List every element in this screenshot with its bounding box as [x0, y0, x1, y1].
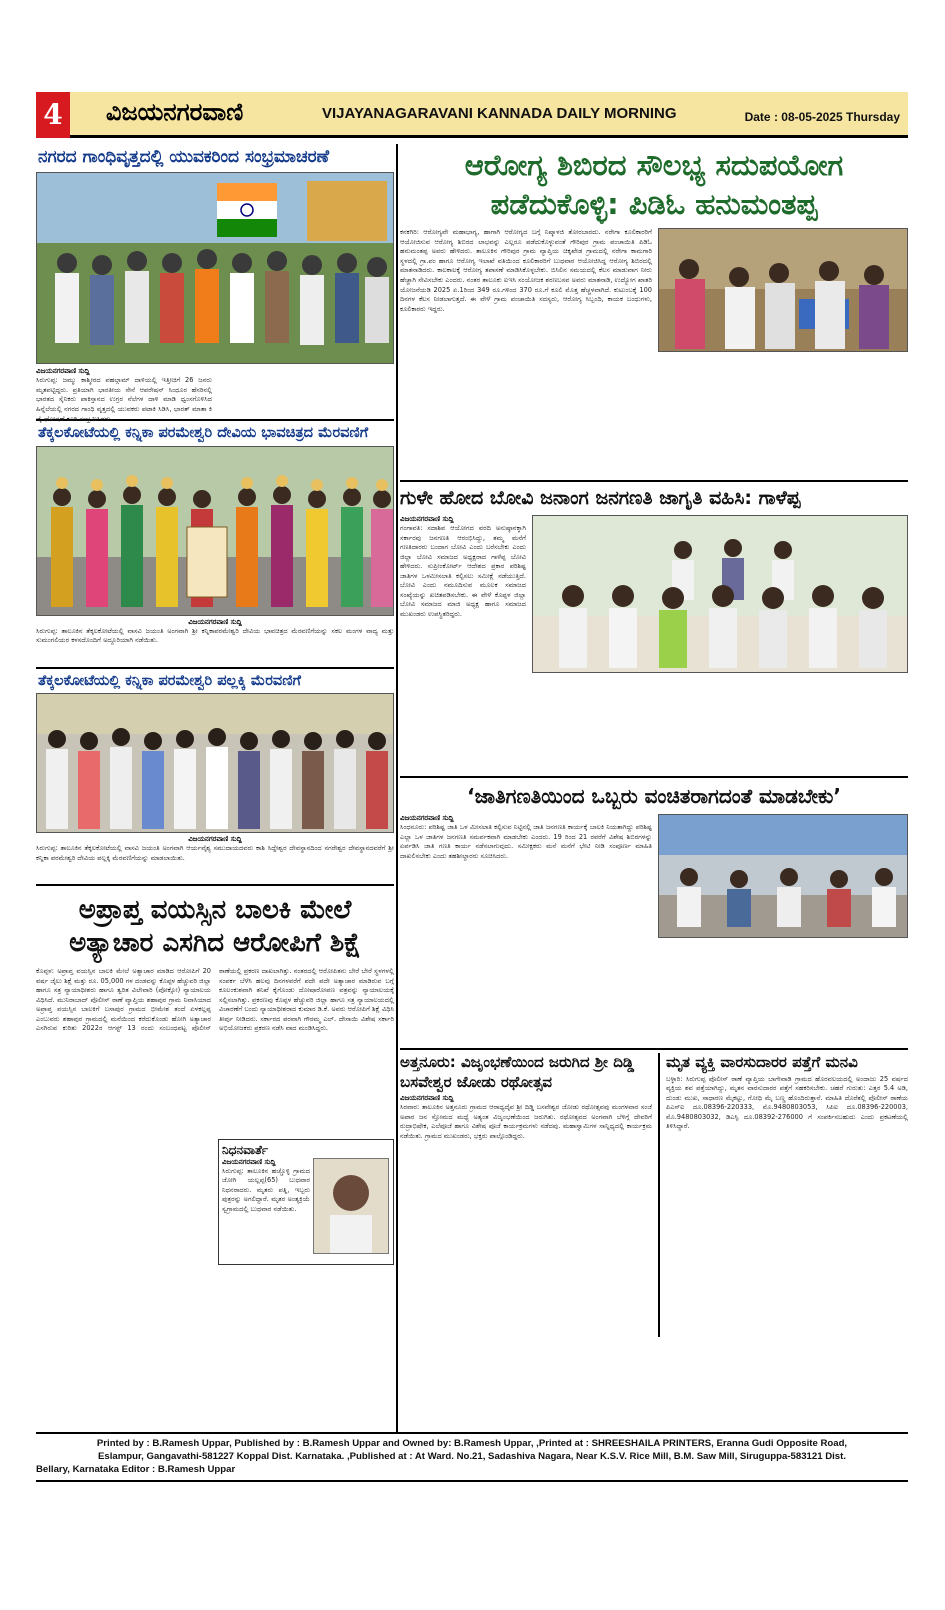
article-1-body-col2 — [218, 367, 394, 415]
article-4-body: ಕೊಪ್ಪಳ: ಅಪ್ರಾಪ್ತ ವಯಸ್ಸಿನ ಬಾಲಕಿ ಮೇಲೆ ಅತ್ಯಾಚಾರ ಮಾಡಿದ ಆರೋಪಿಗೆ 20 ವರ್ಷ ಜೈಲು ಶಿಕ್ಷೆ ಮತ್ತು ರೂ. 05,000 ಗಳ ದಂಡವನ್ನು ಕೊಪ್ಪಳ ಹೆಚ್ಚುವರಿ ಜಿಲ್ಲಾ ಹಾಗೂ ಸತ್ರ ನ್ಯಾಯಾಧೀಶರು ಹಾಗೂ ತ್ವರಿತ ವಿಲೇವಾರಿ (ಪೋಕ್ಸೋ) ನ್ಯಾಯಾಲಯ ವಿಧಿಸಿದೆ. ಮುನಿರಾಬಾದ್ ಪೊಲೀಸ್ ಠಾಣೆ ವ್ಯಾಪ್ತಿಯ ಶಹಾಪುರ ಗ್ರಾಮ ನಿವಾಸಿಯಾದ ಅಪ್ರಾಪ್ತ ವಯಸ್ಸಿನ ಬಾಲಕಿಗೆ ಬಸಾಪುರ ಗ್ರಾಮದ ಭೀಮೇಶ ತಂದೆ ಏಳಕಲ್ಲಪ್ಪ ಎಂಬುವರು ಶಹಾಪುರ ಗ್ರಾಮದಲ್ಲಿ ಮನೆಯಿಂದ ಕರೆದುಕೊಂಡು ಹೋಗಿ ಅತ್ಯಾಚಾರ ಎಸಗಿರುವ ಕುರಿತು 2022ರ ಆಗಸ್ಟ್ 13 ರಂದು ಸಂಬಂಧಪಟ್ಟ ಪೊಲೀಸ್ ಠಾಣೆಯಲ್ಲಿ ಪ್ರಕರಣ ದಾಖಲಾಗಿತ್ತು. ನಂತರದಲ್ಲಿ ಆರೋಪಿತನು ಬೇರೆ ಬೇರೆ ಸ್ಥಳಗಳಲ್ಲಿ ಸಂಪರ್ಕ ಬೆಳೆಸಿ ಹಲವು ದಿನಗಳವರೆಗೆ ಪದೇ ಪದೇ ಅತ್ಯಾಚಾರ ಮಾಡಿರುವ ಬಗ್ಗೆ ಕೂಲಂಕುಶವಾಗಿ ತನಿಖೆ ಕೈಗೊಂಡು ದೋಷಾರೋಪಣ ಪತ್ರವನ್ನು ನ್ಯಾಯಾಲಯಕ್ಕೆ ಸಲ್ಲಿಸಲಾಗಿತ್ತು. ಪ್ರಕರಣವು ಕೊಪ್ಪಳ ಹೆಚ್ಚುವರಿ ಜಿಲ್ಲಾ ಹಾಗೂ ಸತ್ರ ನ್ಯಾಯಾಲಯದಲ್ಲಿ ವಿಚಾರಣೆಗೆ ಬಂದು ನ್ಯಾಯಾಧೀಶರಾದ ಕುಮಾರ ಡಿ.ಕೆ. ಅವರು ಆರೋಪಿಗೆ ಶಿಕ್ಷೆ ವಿಧಿಸಿ ತೀರ್ಪು ನೀಡಿದರು. ಸರ್ಕಾರದ ಪರವಾಗಿ ಗೌರಮ್ಮ ಎಲ್. ದೇಸಾಯಿ ವಿಶೇಷ ಸರ್ಕಾರಿ ಅಭಿಯೋಜಕರು ಪ್ರಕರಣ ನಡೆಸಿ ವಾದ ಮಂಡಿಸಿದ್ದರು. — [36, 967, 394, 1033]
article-1-byline: ವಿಜಯನಗರವಾಣಿ ಸುದ್ದಿ — [36, 367, 90, 376]
article-e-body: ಬಳ್ಳಾರಿ: ಸಿರುಗುಪ್ಪ ಪೊಲೀಸ್ ಠಾಣೆ ವ್ಯಾಪ್ತಿಯ ಬಾಗೇವಾಡಿ ಗ್ರಾಮದ ಹೊರವಲಯದಲ್ಲಿ ಅಂದಾಜು 25 ವರ್ಷದ ವ್ಯಕ್ತಿಯ ಶವ ಪತ್ತೆಯಾಗಿದ್ದು, ಮೃತನ ವಾರಸುದಾರರ ಪತ್ತೆಗೆ ಸಹಕರಿಸಬೇಕು. ಚಹರೆ ಗುರುತು: ಎತ್ತರ 5.4 ಅಡಿ, ದುಂಡು ಮುಖ, ಸಾಧಾರಣ ಮೈಕಟ್ಟು, ಗೋಧಿ ಮೈ ಬಣ್ಣ ಹೊಂದಿರುತ್ತಾನೆ. ಮಾಹಿತಿ ದೊರೆತಲ್ಲಿ ಪೊಲೀಸ್ ಠಾಣೆಯ ಪಿಎಸ್ಐ ದೂ.08396-220333, ಮೊ.9480803053, ಸಿಪಿಐ ದೂ.08396-220003, ಮೊ.9480803032, ಡಿಎಸ್ಪಿ ದೂ.08392-276000 ಗೆ ಸಂಪರ್ಕಿಸಬಹುದು ಎಂದು ಪ್ರಕಟಣೆಯಲ್ಲಿ ತಿಳಿಸಿದ್ದಾರೆ. — [666, 1074, 908, 1131]
article-4-headline: ಅಪ್ರಾಪ್ತ ವಯಸ್ಸಿನ ಬಾಲಕಿ ಮೇಲೆ ಅತ್ಯಾಚಾರ ಎಸಗಿದ ಆರೋಪಿಗೆ ಶಿಕ್ಷೆ — [69, 895, 361, 958]
imprint-line-1: Printed by : B.Ramesh Uppar, Published by : B.Ramesh Uppar and Owned by: B.Ramesh Uppar, ,Printed at : SHREESHAILA PRINTERS, Eranna Gudi Opposite Road, — [96, 1438, 848, 1449]
article-1-headline: ನಗರದ ಗಾಂಧಿವೃತ್ತದಲ್ಲಿ ಯುವಕರಿಂದ ಸಂಭ್ರಮಾಚರಣೆ — [38, 147, 330, 167]
page-number: 4 — [36, 92, 70, 138]
footer-rule — [36, 1480, 908, 1482]
article-2-byline: ವಿಜಯನಗರವಾಣಿ ಸುದ್ದಿ — [188, 617, 242, 626]
article-c-photo — [658, 814, 908, 938]
lead-headline: ಆರೋಗ್ಯ ಶಿಬಿರದ ಸೌಲಭ್ಯ ಸದುಪಯೋಗ ಪಡೆದುಕೊಳ್ಳಿ: ಪಿಡಿಓ ಹನುಮಂತಪ್ಪ — [464, 148, 844, 222]
article-c-body-col2 — [658, 941, 908, 1039]
article-c-headline: ‘ಜಾತಿಗಣತಿಯಿಂದ ಒಬ್ಬರು ವಂಚಿತರಾಗದಂತೆ ಮಾಡಬೇಕು’ — [466, 784, 842, 809]
imprint-line-2: Eslampur, Gangavathi-581227 Koppal Dist. Karnataka. ,Published at : At Ward. No.21, Sadashiva Nagara, Near K.S.V. Rice Mill, B.M. Saw Mill, Siruguppa-583121 Dist. — [97, 1450, 846, 1462]
inner-divider — [658, 1053, 660, 1337]
column-divider — [396, 144, 398, 1434]
article-c-byline: ವಿಜಯನಗರವಾಣಿ ಸುದ್ದಿ — [400, 814, 454, 823]
left-column — [36, 144, 394, 1265]
lead-photo — [658, 228, 908, 352]
article-1-photo — [36, 172, 394, 364]
newspaper-page — [36, 92, 908, 1530]
obituary-box — [218, 1139, 394, 1265]
article-d-headline: ಅತ್ತನೂರು: ವಿಜೃಂಭಣೆಯಿಂದ ಜರುಗಿದ ಶ್ರೀ ದಿಡ್ಡಿ ಬಸವೇಶ್ವರ ಜೋಡು ರಥೋತ್ಸವ — [400, 1053, 635, 1091]
masthead-title-kannada: ವಿಜಯನಗರವಾಣಿ — [106, 98, 244, 126]
imprint-line-3: Bellary, Karnataka Editor : B.Ramesh Uppar — [36, 1463, 236, 1475]
article-2-headline: ತೆಕ್ಕಲಕೋಟೆಯಲ್ಲಿ ಕನ್ನಿಕಾ ಪರಮೇಶ್ವರಿ ದೇವಿಯ ಭಾವಚಿತ್ರದ ಮೆರವಣಿಗೆ — [38, 425, 369, 442]
article-d-body: ಸಿರವಾರ: ತಾಲೂಕಿನ ಅತ್ತನೂರು ಗ್ರಾಮದ ಆರಾಧ್ಯದೈವ ಶ್ರೀ ದಿಡ್ಡಿ ಬಸವೇಶ್ವರ ಜೋಡು ರಥೋತ್ಸವವು ಮಂಗಳವಾರ ಸಂಜೆ ಅಪಾರ ಜನ ಸ್ತೋಮದ ಮಧ್ಯೆ ಅತ್ಯಂತ ವಿಜೃಂಭಣೆಯಿಂದ ಜರುಗಿತು. ರಥೋತ್ಸವದ ಅಂಗವಾಗಿ ಬೆಳಿಗ್ಗೆ ದೇವರಿಗೆ ರುದ್ರಾಭಿಷೇಕ, ಎಲೆಪೂಜೆ ಹಾಗೂ ವಿಶೇಷ ಪೂಜೆ ಕಾರ್ಯಕ್ರಮಗಳು ನಡೆದವು. ಮಹಾಸ್ವಾಮಿಗಳ ಸಾನ್ನಿಧ್ಯದಲ್ಲಿ ಕಾರ್ಯಕ್ರಮ ನಡೆಯಿತು. ಗ್ರಾಮದ ಮುಖಂಡರು, ಭಕ್ತರು ಪಾಲ್ಗೊಂಡಿದ್ದರು. — [400, 1103, 652, 1140]
article-e-headline: ಮೃತ ವ್ಯಕ್ತಿ ವಾರಸುದಾರರ ಪತ್ತೆಗೆ ಮನವಿ — [666, 1053, 858, 1072]
imprint-footer — [36, 1432, 908, 1482]
article-b-body-cont — [400, 677, 908, 773]
obituary-portrait — [313, 1158, 389, 1254]
article-c-body: ಸಿಂಧನೂರು: ಪರಿಶಿಷ್ಟ ಜಾತಿ ಒಳ ಮೀಸಲಾತಿ ಕಲ್ಪಿಸುವ ನಿಟ್ಟಿನಲ್ಲಿ ಜಾತಿ ಜನಗಣತಿ ಕಾರ್ಯಕ್ಕೆ ಬಾಲಕಿ ನಿಯತಾಗಿದ್ದು ಪರಿಶಿಷ್ಟ ಎಲ್ಲಾ ಒಳ ಜಾತಿಗಳ ಜನಗಣತಿ ಸಮರ್ಪಕವಾಗಿ ಮಾಡಬೇಕು ಎಂದರು. 19 ರಿಂದ 21 ರವರೆಗೆ ವಿಶೇಷ ಶಿಬಿರಗಳನ್ನು ಏರ್ಪಡಿಸಿ ಜಾತಿ ಗಣತಿ ಕಾರ್ಯ ನಡೆಸಲಾಗುವುದು. ಸಮೀಕ್ಷಕರು ಮನೆ ಮನೆಗೆ ಭೇಟಿ ನೀಡಿ ಸಂಪೂರ್ಣ ಮಾಹಿತಿ ದಾಖಲಿಸಬೇಕು ಎಂದು ತಹಶೀಲ್ದಾರರು ಸೂಚಿಸಿದರು. — [400, 823, 652, 860]
masthead-title-english: VIJAYANAGARAVANI KANNADA DAILY MORNING — [322, 105, 677, 122]
masthead-date: Date : 08-05-2025 Thursday — [744, 110, 900, 124]
article-d-byline: ವಿಜಯನಗರವಾಣಿ ಸುದ್ದಿ — [400, 1094, 454, 1103]
obituary-headline: ನಿಧನವಾರ್ತೆ — [222, 1143, 269, 1158]
lead-body: ಕನಕಗಿರಿ: ಆರೋಗ್ಯವೇ ಮಹಾಭಾಗ್ಯ, ಹಾಗಾಗಿ ಆರೋಗ್ಯದ ಬಗ್ಗೆ ನಿಷ್ಕಾಳಜಿ ತೋರಬಾರದು. ನರೇಗಾ ಕೂಲಿಕಾರರಿಗೆ ಆಯೋಜಿಸುವ ಆರೋಗ್ಯ ಶಿಬಿರದ ಲಾಭವನ್ನು ಎಲ್ಲರೂ ಪಡೆದುಕೊಳ್ಳುವಂತೆ ಗೌರಿಪುರ ಗ್ರಾಮ ಪಂಚಾಯಿತಿ ಪಿಡಿಓ ಹನುಮಂತಪ್ಪ ಅವರು ಹೇಳಿದರು. ತಾಲೂಕಿನ ಗೌರಿಪುರ ಗ್ರಾಮ ವ್ಯಾಪ್ತಿಯ ಚಿಕ್ಕಖೇಡ ಗ್ರಾಮದಲ್ಲಿ ನರೇಗಾ ಕಾಮಗಾರಿ ಸ್ಥಳದಲ್ಲಿ ಗ್ರಾ.ಪಂ ಹಾಗೂ ಆರೋಗ್ಯ ಇಲಾಖೆ ವತಿಯಿಂದ ಕೂಲಿಕಾರರಿಗೆ ಬುಧವಾರ ಆಯೋಜಿಸಿದ್ದ ಆರೋಗ್ಯ ಶಿಬಿರದಲ್ಲಿ ಮಾತನಾಡಿದರು. ಕಾಲಕಾಲಕ್ಕೆ ಆರೋಗ್ಯ ತಪಾಸಣೆ ಮಾಡಿಸಿಕೊಳ್ಳಬೇಕು. ಬಿಸಿಲಿನ ಸಮಯದಲ್ಲಿ ಕೆಲಸ ಮಾಡುವಾಗ ನೀರು ಹೆಚ್ಚಾಗಿ ಸೇವಿಸಬೇಕು ಎಂದರು. ನಂತರ ತಾಲೂಕು ಐಇಸಿ ಸಂಯೋಜಕ ಶರಣಬಸವ ಅವರು ಮಾತನಾಡಿ, ಉದ್ಯೋಗ ಖಾತರಿ ಯೋಜನೆಯಡಿ 2025 ಏ.1ರಿಂದ 349 ರೂ.ಗಳಿಂದ 370 ರೂ.ಗೆ ಕೂಲಿ ಮೊತ್ತ ಹೆಚ್ಚಳವಾಗಿದೆ. ಕುಟುಂಬಕ್ಕೆ 100 ದಿನಗಳ ಕೆಲಸ ನೀಡಲಾಗುತ್ತದೆ. ಈ ವೇಳೆ ಗ್ರಾಮ ಪಂಚಾಯಿತಿ ಸದಸ್ಯರು, ಆರೋಗ್ಯ ಸಿಬ್ಬಂದಿ, ಕಾಯಕ ಬಂಧುಗಳು, ಕೂಲಿಕಾರರು ಇದ್ದರು. — [400, 228, 652, 313]
article-3-byline: ವಿಜಯನಗರವಾಣಿ ಸುದ್ದಿ — [188, 835, 242, 844]
article-b-byline: ವಿಜಯನಗರವಾಣಿ ಸುದ್ದಿ — [400, 515, 454, 524]
obituary-byline: ವಿಜಯನಗರವಾಣಿ ಸುದ್ದಿ — [222, 1157, 276, 1166]
article-4-body-tail — [36, 1139, 212, 1265]
article-2-photo — [36, 446, 394, 616]
article-2-body: ಸಿರುಗುಪ್ಪ: ತಾಲೂಕಿನ ತೆಕ್ಕಲಕೋಟೆಯಲ್ಲಿ ವಾಸವಿ ಜಯಂತಿ ಅಂಗವಾಗಿ ಶ್ರೀ ಕನ್ನಿಕಾಪರಮೇಶ್ವರಿ ದೇವಿಯ ಭಾವಚಿತ್ರದ ಮೆರವಣಿಗೆಯನ್ನು ಸಕಲ ಮಂಗಳ ವಾದ್ಯ ಮತ್ತು ಸುಮಂಗಲಿಯರ ಕಳಸದೊಂದಿಗೆ ಅದ್ದೂರಿಯಾಗಿ ನಡೆಯಿತು. — [36, 626, 394, 645]
article-b-headline: ಗುಳೇ ಹೋದ ಬೋವಿ ಜನಾಂಗ ಜನಗಣತಿ ಜಾಗೃತಿ ವಹಿಸಿ: ಗಾಳೆಪ್ಪ — [400, 487, 801, 510]
article-3-body: ಸಿರುಗುಪ್ಪ: ತಾಲೂಕಿನ ತೆಕ್ಕಲಕೋಟೆಯಲ್ಲಿ ವಾಸವಿ ಜಯಂತಿ ಅಂಗವಾಗಿ ಆರ್ಯವೈಶ್ಯ ಸಮುದಾಯದವರು ಕಾಶಿ ಸಿದ್ದೇಶ್ವರ ದೇವಸ್ಥಾನದಿಂದ ನಗರೇಶ್ವರ ದೇವಸ್ಥಾನದವರೆಗೆ ಶ್ರೀ ಕನ್ನಿಕಾ ಪರಮೇಶ್ವರಿ ದೇವಿಯ ಪಲ್ಲಕ್ಕಿ ಮೆರವಣಿಗೆಯನ್ನು ಮಾಡಲಾಯಿತು. — [36, 844, 394, 862]
right-column — [400, 144, 908, 1337]
masthead — [36, 92, 908, 138]
lead-body-col2 — [658, 355, 908, 475]
article-b-body: ಗಂಗಾವತಿ: ಸದಾಶಿವ ಆಯೋಗದ ವರದಿ ಅನುಷ್ಠಾನಕ್ಕಾಗಿ ಸರ್ಕಾರವು ಜನಗಣತಿ ಆರಂಭಿಸಿದ್ದು, ತಮ್ಮ ಮನೆಗೆ ಗಣತಿದಾರರು ಬಂದಾಗ ಬೋವಿ ಎಂದು ಬರೆಸಬೇಕು ಎಂದು ಜಿಲ್ಲಾ ಬೋವಿ ಸಮಾಜದ ಅಧ್ಯಕ್ಷರಾದ ಗಾಳೆಪ್ಪ ಬೋವಿ ಹೇಳಿದರು. ಸುಪ್ರೀಂಕೋರ್ಟ್ ಆದೇಶದ ಪ್ರಕಾರ ಪರಿಶಿಷ್ಟ ಜಾತಿಗಳ ಒಳಮೀಸಲಾತಿ ಕಲ್ಪಿಸಲು ಸಮೀಕ್ಷೆ ನಡೆಯುತ್ತಿದೆ. ಬೋವಿ ಎಂದು ನಮೂದಿಸುವ ಮೂಲಕ ಸಮಾಜದ ಸಂಖ್ಯೆಯನ್ನು ಖಚಿತಪಡಿಸಬೇಕು. ಈ ವೇಳೆ ಕೊಪ್ಪಳ ಜಿಲ್ಲಾ ಬೋವಿ ಸಮಾಜದ ಮಾಜಿ ಅಧ್ಯಕ್ಷ ಹಾಗೂ ಸಮಾಜದ ಮುಖಂಡರು ಉಪಸ್ಥಿತರಿದ್ದರು. — [400, 524, 526, 618]
obituary-body: ಸಿರುಗುಪ್ಪ: ತಾಲೂಕಿನ ಹಚ್ಚೊಳ್ಳಿ ಗ್ರಾಮದ ಜೋಗಿ ಯಲ್ಲಪ್ಪ(65) ಬುಧವಾರ ನಿಧನರಾದರು. ಮೃತರು ಪತ್ನಿ, ಇಬ್ಬರು ಪುತ್ರರನ್ನು ಅಗಲಿದ್ದಾರೆ. ಮೃತರ ಅಂತ್ಯಕ್ರಿಯೆ ಸ್ವಗ್ರಾಮದಲ್ಲಿ ಬುಧವಾರ ನಡೆಯಿತು. — [222, 1166, 310, 1213]
article-b-photo — [532, 515, 908, 673]
article-3-headline: ತೆಕ್ಕಲಕೋಟೆಯಲ್ಲಿ ಕನ್ನಿಕಾ ಪರಮೇಶ್ವರಿ ಪಲ್ಲಕ್ಕಿ ಮೆರವಣಿಗೆ — [38, 672, 301, 689]
divider — [400, 1048, 908, 1050]
article-3-photo — [36, 693, 394, 833]
article-1-body: ಸಿರುಗುಪ್ಪ: ಜಮ್ಮು ಕಾಶ್ಮೀರದ ಪಹಲ್ಗಾಮ್ ದಾಳಿಯಲ್ಲಿ ಇತ್ತೀಚಿಗೆ 26 ಜನರು ಮೃತಪಟ್ಟಿದ್ದರು. ಪ್ರತಿಯಾಗಿ ಭಾರತೀಯ ಸೇನೆ ಆಪರೇಷನ್ ಸಿಂಧೂರ ಹೆಸರಿನಲ್ಲಿ ಭಾರತದ ಸೈನಿಕರು ಪಾಕಿಸ್ತಾನದ ಉಗ್ರರ ನೆಲೆಗಳ ದಾಳಿ ಮಾಡಿ ಧ್ವಂಸಗೊಳಿಸಿದ ಹಿನ್ನೆಲೆಯಲ್ಲಿ ನಗರದ ಗಾಂಧಿ ವೃತ್ತದಲ್ಲಿ ಯುವಕರು ಪಟಾಕಿ ಸಿಡಿಸಿ, ಭಾರತ್ ಮಾತಾ ಕಿ ಜೈ ಘೋಷಣೆ ಕೂಗಿ ಸಂಭ್ರಮಿಸಿದರು. — [36, 376, 212, 423]
